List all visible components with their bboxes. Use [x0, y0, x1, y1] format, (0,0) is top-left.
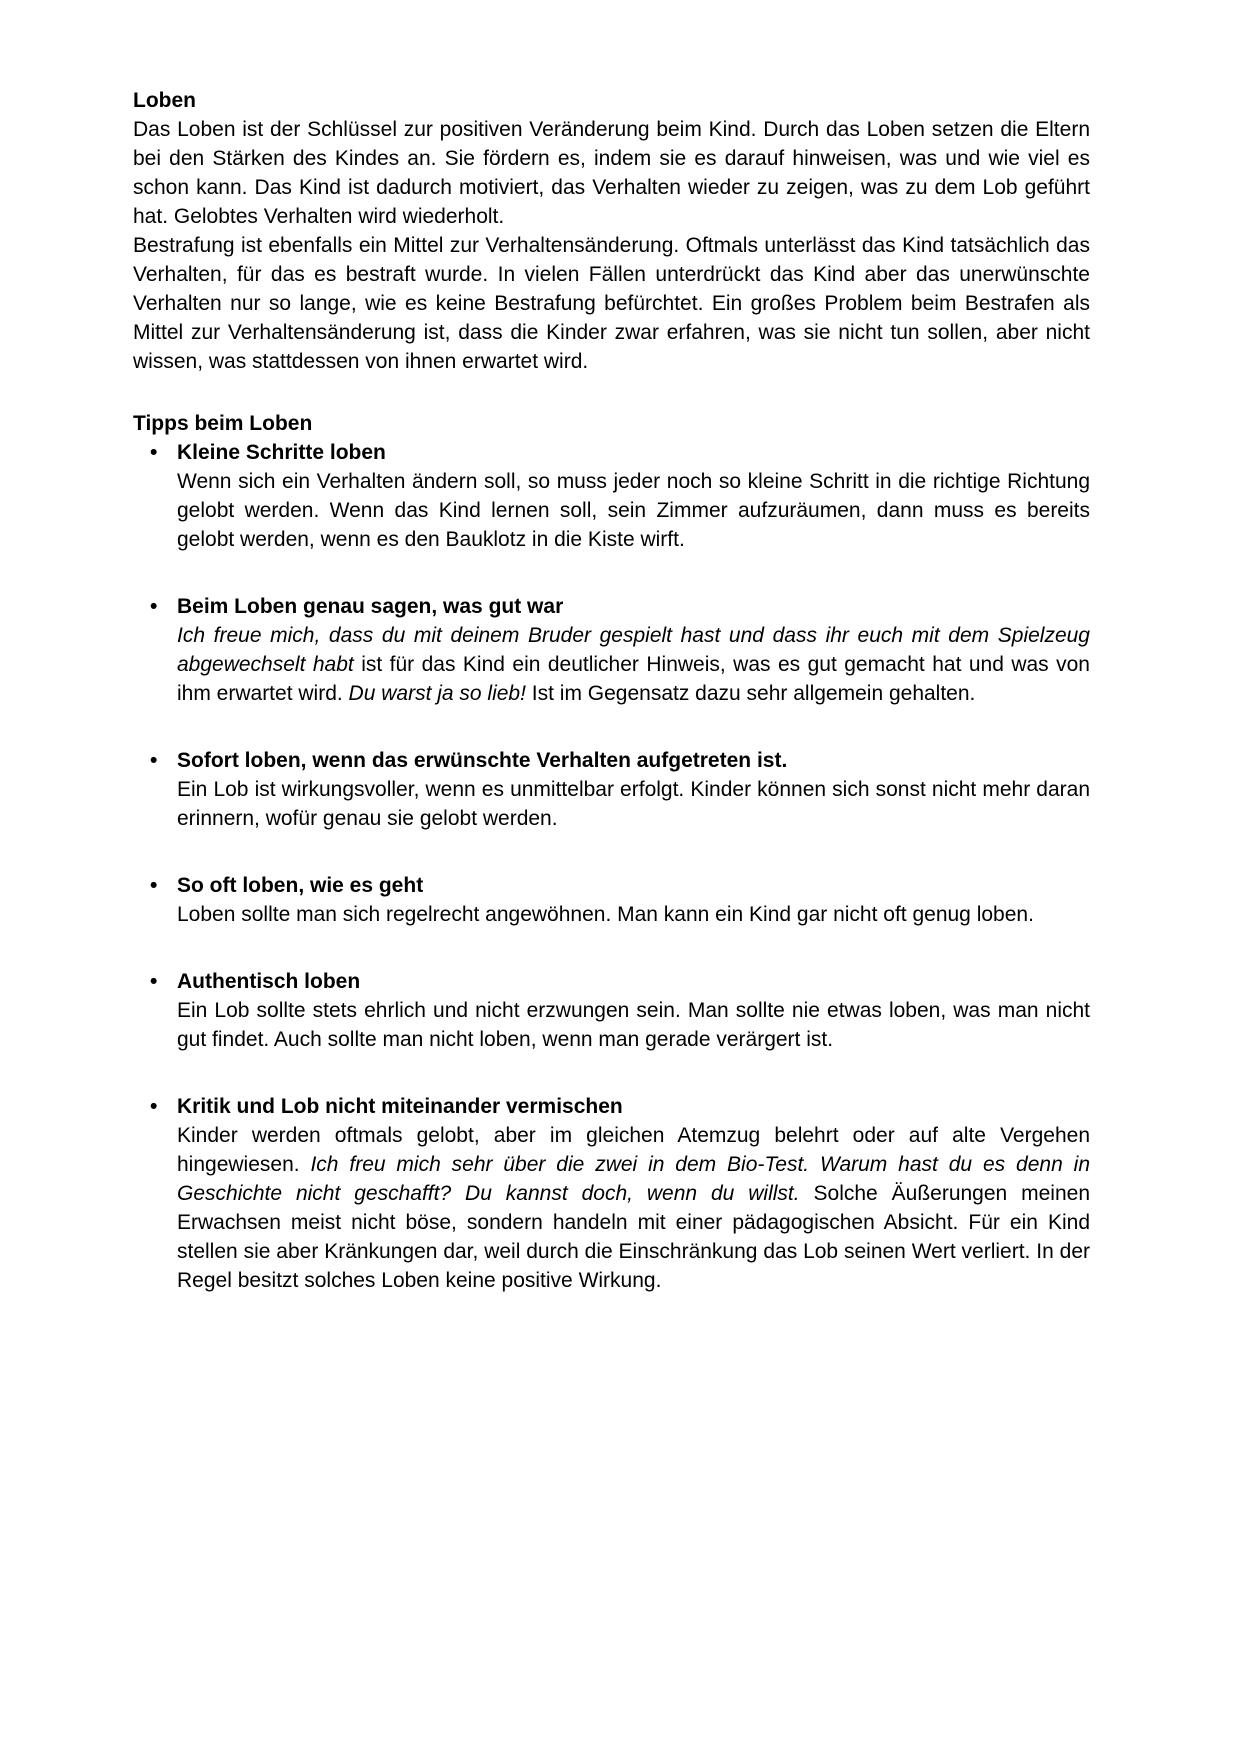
- tip-body-italic-segment: Du warst ja so lieb!: [348, 682, 526, 705]
- tips-list-item: [133, 438, 1090, 554]
- tips-list-item: [133, 871, 1090, 929]
- tip-body-segment: Kinder werden oftmals gelobt, aber im gleichen Atemzug belehrt oder auf alte Vergehen hingewiesen.: [177, 1124, 1090, 1176]
- bullet-icon: •: [150, 1095, 158, 1118]
- intro-paragraph-praise: Das Loben ist der Schlüssel zur positiven Veränderung beim Kind. Durch das Loben setzen die Eltern bei den Stärken des Kindes an. Sie fördern es, indem sie es darauf hinweisen, was und wie viel es schon kann. Das Kind ist dadurch motiviert, das Verhalten wieder zu zeigen, was zu dem Lob geführt hat. Gelobtes Verhalten wird wiederholt.: [133, 118, 1090, 228]
- bullet-icon: •: [150, 749, 158, 772]
- tip-body: [177, 775, 1090, 833]
- bullet-icon: •: [150, 595, 158, 618]
- tip-body: [177, 1121, 1090, 1295]
- tip-body-segment: Ein Lob sollte stets ehrlich und nicht erzwungen sein. Man sollte nie etwas loben, was man nicht gut findet. Auch sollte man nicht loben, wenn man gerade verärgert ist.: [177, 999, 1090, 1051]
- tips-list-item: [133, 592, 1090, 708]
- tips-list-item: [133, 1092, 1090, 1295]
- tip-title: Sofort loben, wenn das erwünschte Verhalten aufgetreten ist.: [177, 749, 788, 772]
- tip-body-segment: Solche Äußerungen meinen Erwachsen meist nicht böse, sondern handeln mit einer pädagogischen Absicht. Für ein Kind stellen sie aber Kränkungen dar, weil durch die Einschränkung das Lob seinen Wert verliert. In der Regel besitzt solches Loben keine positive Wirkung.: [177, 1182, 1090, 1292]
- tip-body-segment: Wenn sich ein Verhalten ändern soll, so muss jeder noch so kleine Schritt in die richtige Richtung gelobt werden. Wenn das Kind lernen soll, sein Zimmer aufzuräumen, dann muss es bereits gelobt werden, wenn es den Bauklotz in die Kiste wirft.: [177, 470, 1090, 551]
- tip-title: Kritik und Lob nicht miteinander vermischen: [177, 1095, 623, 1118]
- tip-body: [177, 467, 1090, 554]
- bullet-icon: •: [150, 874, 158, 897]
- tip-body-italic-segment: Ich freue mich, dass du mit deinem Bruder gespielt hast und dass ihr euch mit dem Spielzeug abgewechselt habt: [177, 624, 1090, 676]
- tip-body-segment: Loben sollte man sich regelrecht angewöhnen. Man kann ein Kind gar nicht oft genug loben.: [177, 903, 1034, 926]
- tips-heading: Tipps beim Loben: [133, 412, 313, 435]
- tip-body-segment: Ein Lob ist wirkungsvoller, wenn es unmittelbar erfolgt. Kinder können sich sonst nicht mehr daran erinnern, wofür genau sie gelobt werden.: [177, 778, 1090, 830]
- tip-title: So oft loben, wie es geht: [177, 874, 424, 897]
- bullet-icon: •: [150, 970, 158, 993]
- bullet-icon: •: [150, 441, 158, 464]
- tip-body: [177, 900, 1090, 929]
- tip-body: [177, 621, 1090, 708]
- document-title: Loben: [133, 89, 196, 112]
- tips-list: [133, 438, 1090, 1295]
- tips-list-item: [133, 967, 1090, 1054]
- tip-body: [177, 996, 1090, 1054]
- intro-paragraph-punishment: Bestrafung ist ebenfalls ein Mittel zur Verhaltensänderung. Oftmals unterlässt das Kind tatsächlich das Verhalten, für das es bestraft wurde. In vielen Fällen unterdrückt das Kind aber das unerwünschte Verhalten nur so lange, wie es keine Bestrafung befürchtet. Ein großes Problem beim Bestrafen als Mittel zur Verhaltensänderung ist, dass die Kinder zwar erfahren, was sie nicht tun sollen, aber nicht wissen, was stattdessen von ihnen erwartet wird.: [133, 234, 1090, 373]
- tip-title: Authentisch loben: [177, 970, 361, 993]
- tip-body-segment: ist für das Kind ein deutlicher Hinweis, was es gut gemacht hat und was von ihm erwartet wird.: [177, 653, 1090, 705]
- tip-body-segment: Ist im Gegensatz dazu sehr allgemein gehalten.: [525, 682, 976, 705]
- tip-body-italic-segment: Ich freu mich sehr über die zwei in dem Bio-Test. Warum hast du es denn in Geschichte nicht geschafft? Du kannst doch, wenn du willst.: [177, 1153, 1090, 1205]
- tip-title: Kleine Schritte loben: [177, 441, 386, 464]
- tip-title: Beim Loben genau sagen, was gut war: [177, 595, 564, 618]
- tips-list-item: [133, 746, 1090, 833]
